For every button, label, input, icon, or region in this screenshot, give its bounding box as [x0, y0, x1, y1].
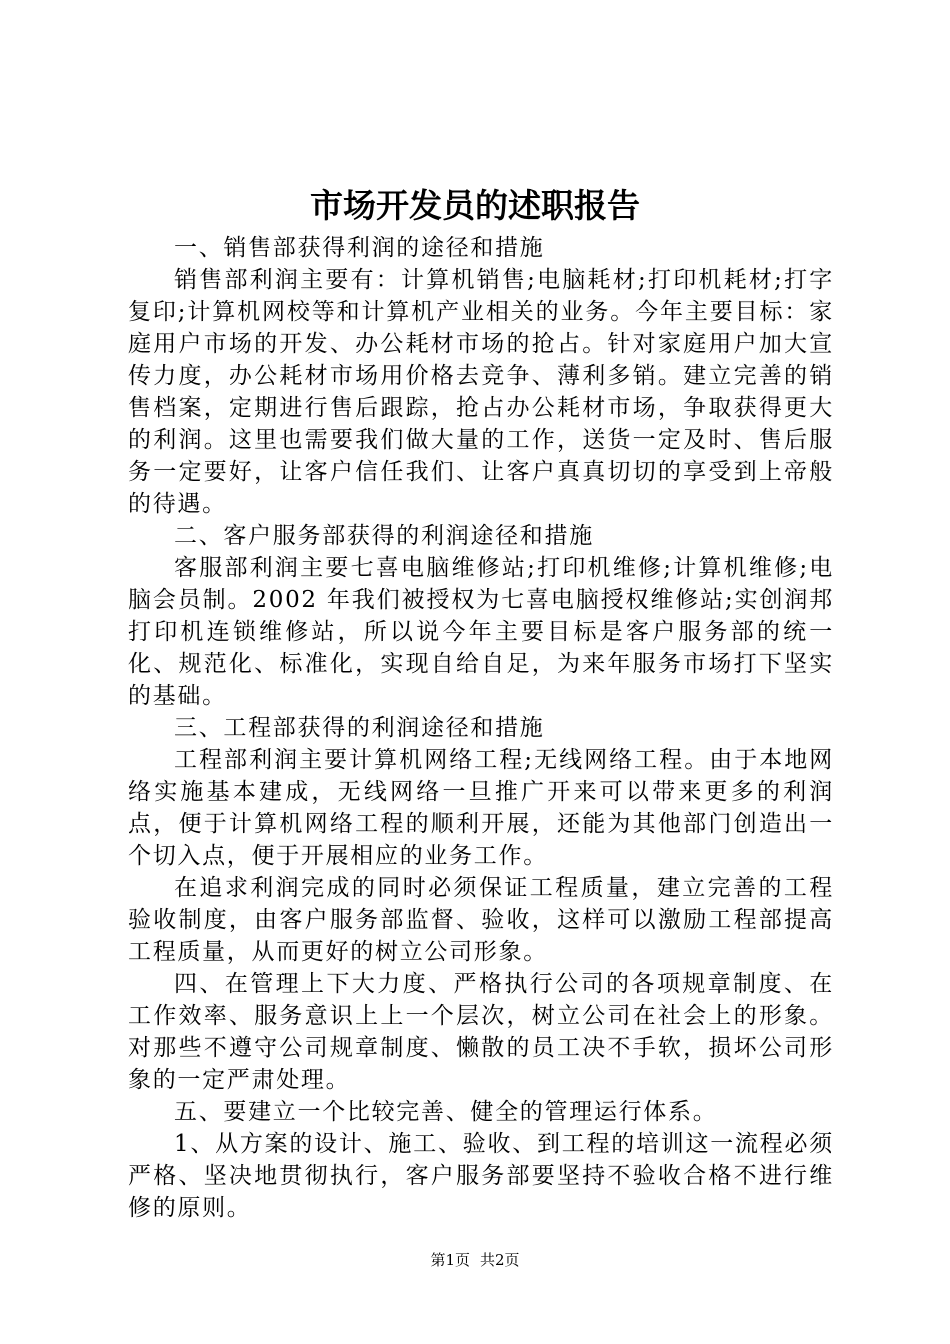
- paragraph-customer-service-profit: 客服部利润主要七喜电脑维修站;打印机维修;计算机维修;电脑会员制。2002 年我们被授权为七喜电脑授权维修站;实创润邦打印机连锁维修站，所以说今年主要目标是客户服务部的统一化、规范化、标准化，实现自给自足，为来年服务市场打下坚实的基础。: [128, 555, 834, 709]
- page-footer: [0, 1250, 950, 1270]
- paragraph-process-execution: 1、从方案的设计、施工、验收、到工程的培训这一流程必须严格、坚决地贯彻执行，客户服务部要坚持不验收合格不进行维修的原则。: [128, 1131, 834, 1221]
- paragraph-engineering-quality: 在追求利润完成的同时必须保证工程质量，建立完善的工程验收制度，由客户服务部监督、验收，这样可以激励工程部提高工程质量，从而更好的树立公司形象。: [128, 875, 834, 965]
- heading-customer-service: 二、客户服务部获得的利润途径和措施: [174, 523, 594, 549]
- heading-management-system: 五、要建立一个比较完善、健全的管理运行体系。: [174, 1099, 718, 1125]
- page-total: 共2页: [480, 1251, 520, 1269]
- page-number: 第1页: [430, 1251, 470, 1269]
- heading-engineering-department: 三、工程部获得的利润途径和措施: [174, 715, 545, 741]
- paragraph-sales-profit: 销售部利润主要有：计算机销售;电脑耗材;打印机耗材;打字复印;计算机网校等和计算机产业相关的业务。今年主要目标：家庭用户市场的开发、办公耗材市场的抢占。针对家庭用户加大宣传力度，办公耗材市场用价格去竞争、薄利多销。建立完善的销售档案，定期进行售后跟踪，抢占办公耗材市场，争取获得更大的利润。这里也需要我们做大量的工作，送货一定及时、售后服务一定要好，让客户信任我们、让客户真真切切的享受到上帝般的待遇。: [128, 267, 834, 517]
- document-title: 市场开发员的述职报告: [310, 186, 640, 225]
- paragraph-engineering-profit: 工程部利润主要计算机网络工程;无线网络工程。由于本地网络实施基本建成，无线网络一旦推广开来可以带来更多的利润点，便于计算机网络工程的顺利开展，还能为其他部门创造出一个切入点，便于开展相应的业务工作。: [128, 747, 834, 869]
- document-body: [128, 232, 834, 1224]
- paragraph-management: 四、在管理上下大力度、严格执行公司的各项规章制度、在工作效率、服务意识上上一个层次，树立公司在社会上的形象。对那些不遵守公司规章制度、懒散的员工决不手软，损坏公司形象的一定严肃处理。: [128, 971, 834, 1093]
- heading-sales-department: 一、销售部获得利润的途径和措施: [174, 235, 545, 261]
